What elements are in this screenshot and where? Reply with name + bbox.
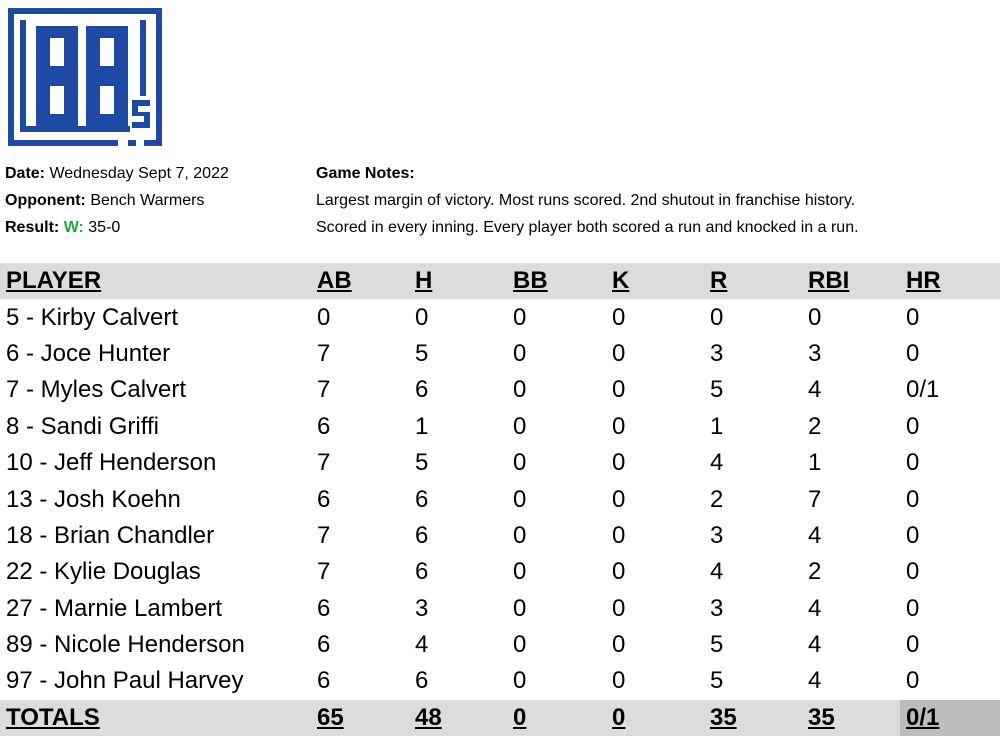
cell-hr: 0 <box>906 449 920 477</box>
cell-k: 0 <box>612 376 626 404</box>
cell-k: 0 <box>612 449 626 477</box>
cell-k: 0 <box>612 339 626 367</box>
total-rbi: 35 <box>808 703 835 731</box>
cell-r: 0 <box>710 303 724 331</box>
total-ab: 65 <box>317 703 344 731</box>
game-notes <box>316 160 859 241</box>
cell-bb: 0 <box>513 449 527 477</box>
cell-r: 4 <box>710 558 724 586</box>
cell-ab: 6 <box>317 485 331 513</box>
cell-rbi: 1 <box>808 449 822 477</box>
result-win: W: <box>63 219 84 236</box>
table-row <box>0 554 1000 590</box>
cell-ab: 6 <box>317 412 331 440</box>
column-header-r: R <box>710 267 728 295</box>
cell-rbi: 0 <box>808 303 822 331</box>
notes-label: Game Notes: <box>316 165 415 182</box>
cell-rbi: 4 <box>808 376 822 404</box>
cell-player: 7 - Myles Calvert <box>6 376 187 404</box>
cell-ab: 7 <box>317 521 331 549</box>
opponent-line: Opponent: Bench Warmers <box>5 192 205 209</box>
cell-hr: 0 <box>906 594 920 622</box>
total-h: 48 <box>415 703 442 731</box>
cell-h: 4 <box>415 631 429 659</box>
cell-bb: 0 <box>513 376 527 404</box>
stats-table <box>0 263 1000 736</box>
cell-h: 6 <box>415 521 429 549</box>
cell-ab: 6 <box>317 631 331 659</box>
table-row <box>0 627 1000 663</box>
cell-bb: 0 <box>513 631 527 659</box>
cell-player: 22 - Kylie Douglas <box>6 558 201 586</box>
column-header-k: K <box>612 267 630 295</box>
cell-rbi: 4 <box>808 631 822 659</box>
opponent-value: Bench Warmers <box>90 192 205 209</box>
cell-player: 27 - Marnie Lambert <box>6 594 223 622</box>
cell-hr: 0 <box>906 339 920 367</box>
cell-hr: 0 <box>906 631 920 659</box>
cell-h: 1 <box>415 412 429 440</box>
cell-bb: 0 <box>513 339 527 367</box>
cell-player: 10 - Jeff Henderson <box>6 449 217 477</box>
cell-r: 5 <box>710 376 724 404</box>
cell-hr: 0 <box>906 412 920 440</box>
cell-ab: 7 <box>317 558 331 586</box>
cell-h: 6 <box>415 667 429 695</box>
cell-h: 0 <box>415 303 429 331</box>
cell-player: 6 - Joce Hunter <box>6 339 171 367</box>
cell-k: 0 <box>612 521 626 549</box>
date-value: Wednesday Sept 7, 2022 <box>49 165 229 182</box>
cell-r: 5 <box>710 667 724 695</box>
cell-k: 0 <box>612 303 626 331</box>
result-line: Result: W: 35-0 <box>5 219 121 236</box>
cell-k: 0 <box>612 594 626 622</box>
table-row <box>0 299 1000 335</box>
cell-player: 8 - Sandi Griffi <box>6 412 159 440</box>
column-header-bb: BB <box>513 267 548 295</box>
cell-player: 89 - Nicole Henderson <box>6 631 245 659</box>
table-row <box>0 336 1000 372</box>
cell-ab: 6 <box>317 594 331 622</box>
cell-player: 13 - Josh Koehn <box>6 485 181 513</box>
cell-rbi: 4 <box>808 594 822 622</box>
cell-h: 6 <box>415 376 429 404</box>
cell-h: 5 <box>415 449 429 477</box>
cell-player: 97 - John Paul Harvey <box>6 667 244 695</box>
cell-bb: 0 <box>513 485 527 513</box>
cell-bb: 0 <box>513 412 527 440</box>
cell-h: 3 <box>415 594 429 622</box>
cell-k: 0 <box>612 412 626 440</box>
notes-line-1: Largest margin of victory. Most runs scored. 2nd shutout in franchise history. <box>316 192 856 209</box>
cell-rbi: 4 <box>808 521 822 549</box>
total-bb: 0 <box>513 703 527 731</box>
cell-player: 5 - Kirby Calvert <box>6 303 179 331</box>
cell-ab: 7 <box>317 449 331 477</box>
table-row <box>0 409 1000 445</box>
cell-ab: 7 <box>317 339 331 367</box>
cell-rbi: 2 <box>808 558 822 586</box>
table-row <box>0 591 1000 627</box>
result-score: 35-0 <box>88 219 121 236</box>
cell-rbi: 3 <box>808 339 822 367</box>
cell-player: 18 - Brian Chandler <box>6 521 215 549</box>
column-header-ab: AB <box>317 267 352 295</box>
cell-bb: 0 <box>513 303 527 331</box>
cell-ab: 0 <box>317 303 331 331</box>
total-k: 0 <box>612 703 626 731</box>
table-row <box>0 663 1000 699</box>
cell-k: 0 <box>612 558 626 586</box>
cell-ab: 6 <box>317 667 331 695</box>
cell-r: 1 <box>710 412 724 440</box>
table-row <box>0 445 1000 481</box>
total-player: TOTALS <box>6 703 100 731</box>
table-row <box>0 518 1000 554</box>
cell-bb: 0 <box>513 594 527 622</box>
cell-hr: 0 <box>906 558 920 586</box>
column-header-hr: HR <box>906 267 941 295</box>
total-r: 35 <box>710 703 737 731</box>
cell-h: 5 <box>415 339 429 367</box>
total-hr: 0/1 <box>900 700 1000 736</box>
cell-hr: 0/1 <box>906 376 940 404</box>
column-header-h: H <box>415 267 433 295</box>
cell-hr: 0 <box>906 667 920 695</box>
team-logo <box>8 8 162 146</box>
cell-k: 0 <box>612 485 626 513</box>
column-header-rbi: RBI <box>808 267 850 295</box>
cell-hr: 0 <box>906 303 920 331</box>
header-row <box>0 263 1000 299</box>
table-row <box>0 372 1000 408</box>
cell-ab: 7 <box>317 376 331 404</box>
cell-r: 5 <box>710 631 724 659</box>
cell-hr: 0 <box>906 521 920 549</box>
cell-rbi: 4 <box>808 667 822 695</box>
date-line: Date: Wednesday Sept 7, 2022 <box>5 165 229 182</box>
game-info <box>5 160 229 241</box>
cell-r: 3 <box>710 594 724 622</box>
cell-bb: 0 <box>513 558 527 586</box>
column-header-player: PLAYER <box>6 267 102 295</box>
table-row <box>0 481 1000 517</box>
cell-rbi: 7 <box>808 485 822 513</box>
cell-r: 3 <box>710 339 724 367</box>
cell-rbi: 2 <box>808 412 822 440</box>
notes-line-2: Scored in every inning. Every player both scored a run and knocked in a run. <box>316 219 859 236</box>
cell-k: 0 <box>612 631 626 659</box>
cell-r: 2 <box>710 485 724 513</box>
cell-hr: 0 <box>906 485 920 513</box>
cell-k: 0 <box>612 667 626 695</box>
cell-r: 3 <box>710 521 724 549</box>
cell-bb: 0 <box>513 521 527 549</box>
cell-r: 4 <box>710 449 724 477</box>
cell-bb: 0 <box>513 667 527 695</box>
cell-h: 6 <box>415 558 429 586</box>
cell-h: 6 <box>415 485 429 513</box>
totals-row <box>0 700 1000 736</box>
